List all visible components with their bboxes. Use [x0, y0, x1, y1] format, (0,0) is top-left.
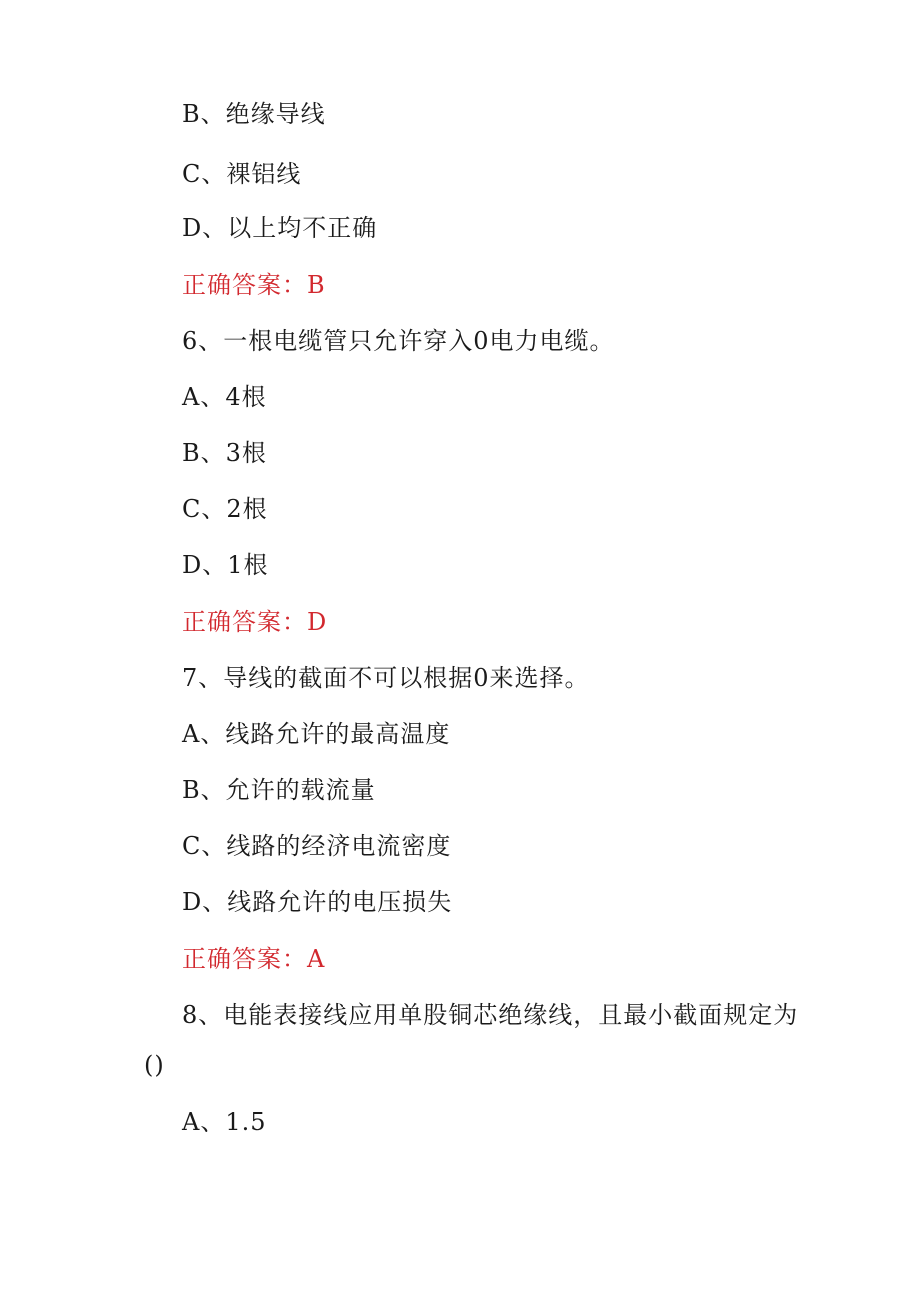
q7-option-b: B、允许的载流量 [182, 776, 376, 804]
q6-answer: 正确答案：D [182, 608, 328, 636]
q5-option-b: B、绝缘导线 [182, 100, 326, 128]
q8-question-line1: 8、电能表接线应用单股铜芯绝缘线，且最小截面规定为 [182, 1001, 799, 1029]
q6-option-b: B、3根 [182, 439, 267, 467]
q6-option-a: A、4根 [182, 383, 267, 411]
q5-option-c: C、裸铝线 [182, 160, 302, 188]
q6-option-c: C、2根 [182, 495, 268, 523]
q8-option-a: A、1.5 [182, 1108, 267, 1136]
q6-option-d: D、1根 [182, 551, 269, 579]
q7-answer: 正确答案：A [182, 945, 326, 973]
q5-option-d: D、以上均不正确 [182, 214, 378, 242]
q6-question: 6、一根电缆管只允许穿入0电力电缆。 [182, 327, 615, 355]
q7-option-a: A、线路允许的最高温度 [182, 720, 451, 748]
q7-option-d: D、线路允许的电压损失 [182, 888, 453, 916]
q8-question-line2: () [144, 1051, 165, 1079]
q7-option-c: C、线路的经济电流密度 [182, 832, 452, 860]
q5-answer: 正确答案：B [182, 271, 326, 299]
q7-question: 7、导线的截面不可以根据0来选择。 [182, 664, 590, 692]
